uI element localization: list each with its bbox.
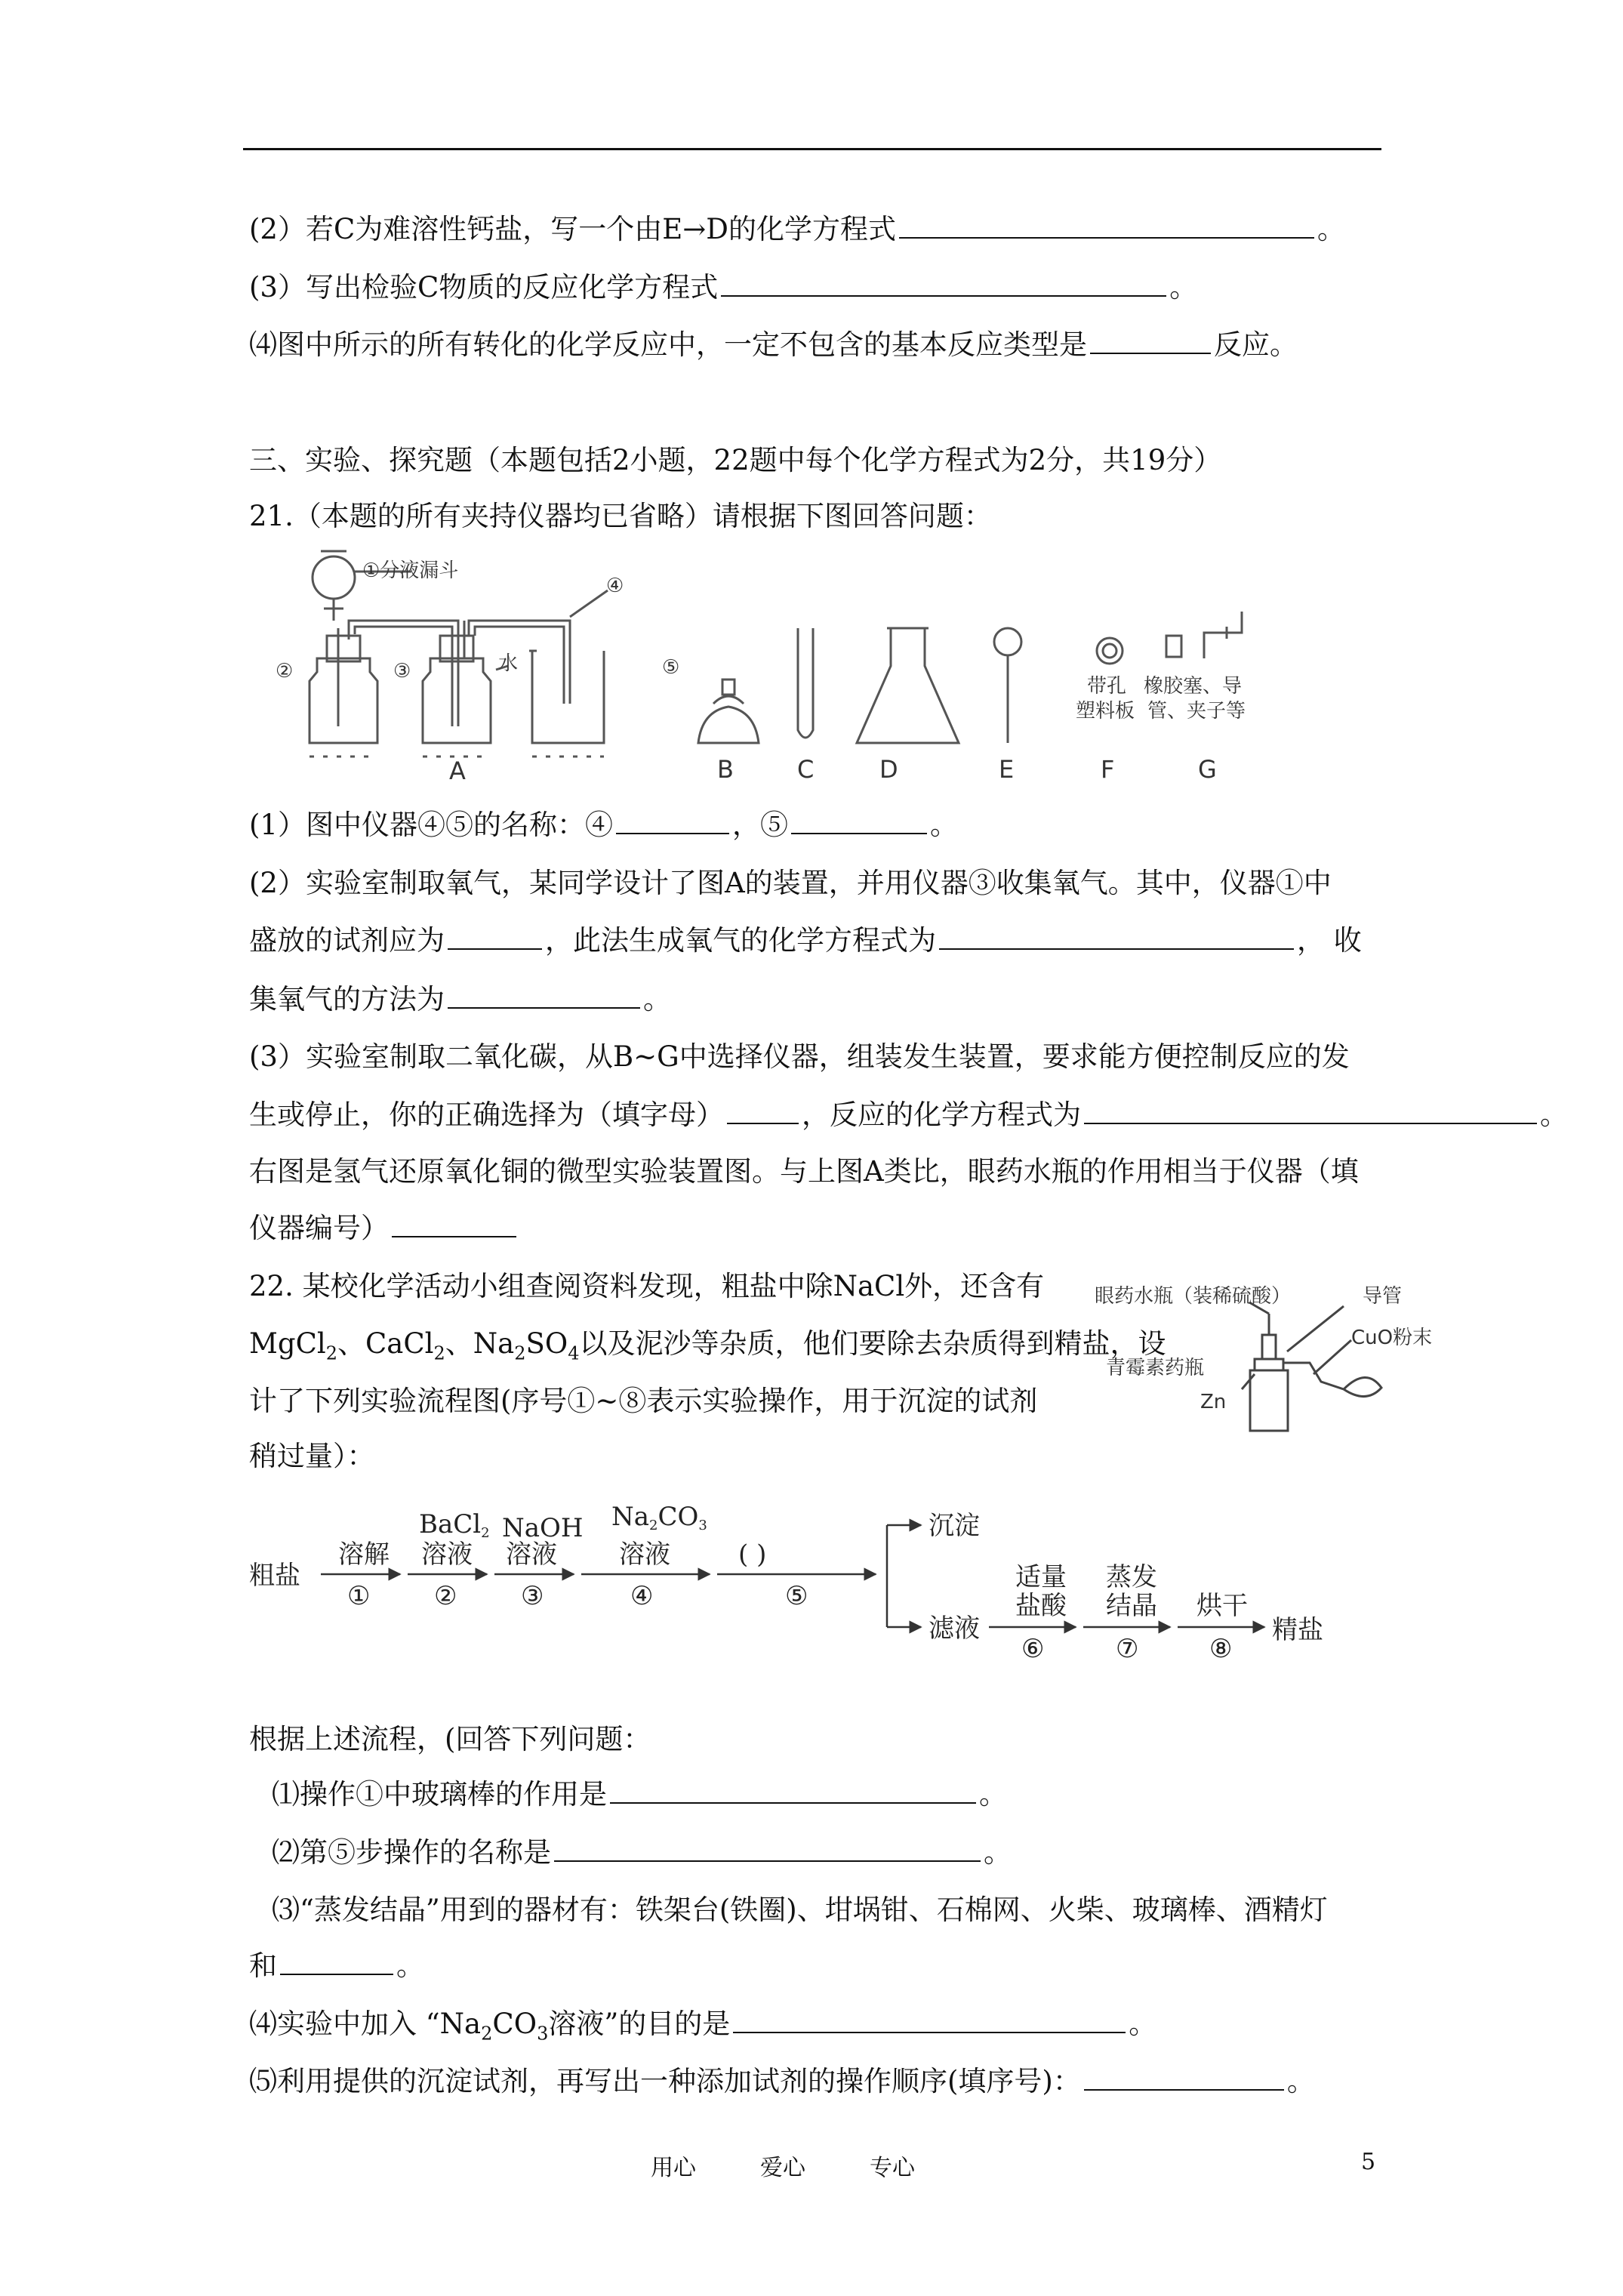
answer-blank[interactable] [727, 1097, 799, 1124]
q21-part3-line3: 右图是氢气还原氧化铜的微型实验装置图。与上图A类比，眼药水瓶的作用相当于仪器（填 [249, 1155, 1359, 1188]
answer-blank[interactable] [610, 1777, 976, 1804]
water-label: 水 [498, 652, 519, 675]
punct: 。 [1317, 213, 1345, 245]
text: 溶液”的目的是 [548, 2008, 731, 2040]
flow-end: 精盐 [1272, 1615, 1323, 1645]
q22-line1: 22. 某校化学活动小组查阅资料发现，粗盐中除NaCl外，还含有 [249, 1270, 1045, 1302]
label-C: C [797, 755, 815, 784]
flow-s4-top2: 溶液 [619, 1539, 670, 1570]
label-A: A [449, 757, 466, 785]
subscript: 2 [514, 1342, 526, 1364]
process-flowchart [249, 1495, 1359, 1684]
label-5: ⑤ [662, 656, 680, 679]
subscript: 2 [325, 1342, 337, 1364]
F-caption-2: 塑料板 [1076, 700, 1135, 723]
G-caption-1: 橡胶塞、导 [1144, 675, 1243, 698]
text: ⑷实验中加入 “Na [249, 2008, 482, 2040]
punct: 。 [643, 983, 671, 1015]
punct: 。 [396, 1949, 424, 1982]
q22-line4: 稍过量）： [249, 1440, 375, 1472]
flow-start: 粗盐 [249, 1561, 300, 1591]
flow-s5-num: ⑤ [785, 1581, 808, 1611]
q20-part3 [249, 270, 1197, 306]
punct: 反应。 [1214, 328, 1298, 361]
formula: 、CaCl [337, 1327, 434, 1360]
text: 和 [249, 1949, 277, 1982]
answer-blank[interactable] [448, 923, 542, 950]
text: 盛放的试剂应为 [249, 924, 445, 957]
q21-part1-text: (1）图中仪器④⑤的名称：④ [249, 809, 613, 841]
q21-part2-line3 [249, 982, 671, 1018]
answer-blank[interactable] [616, 807, 729, 834]
label-cuo: CuO粉末 [1351, 1327, 1433, 1349]
q22-line3: 计了下列实验流程图(序号①~⑧表示实验操作，用于沉淀的试剂 [249, 1385, 1038, 1417]
q21-part1 [249, 807, 958, 843]
text: 以及泥沙等杂质，他们要除去杂质得到精盐，设 [579, 1327, 1166, 1360]
F-caption-1: 带孔 [1087, 675, 1127, 698]
punct: 。 [1129, 2008, 1157, 2040]
conical-flask-shape [857, 628, 959, 743]
page-number: 5 [1361, 2149, 1376, 2175]
text: 生或停止，你的正确选择为（填字母） [249, 1099, 724, 1131]
label-zn: Zn [1200, 1391, 1227, 1413]
flow-s8-num: ⑧ [1209, 1634, 1233, 1664]
vial-body [1250, 1370, 1288, 1431]
separatory-funnel-bulb [313, 556, 355, 599]
flow-s2-top2: 溶液 [421, 1539, 473, 1570]
subscript: 4 [568, 1342, 580, 1364]
label-F: F [1101, 755, 1115, 784]
flow-filtrate: 滤液 [929, 1613, 980, 1644]
label-B: B [717, 755, 734, 784]
q21-part3-line4 [249, 1210, 519, 1247]
funnel-bulb [994, 628, 1021, 655]
flow-s4-top1: Na2CO3 [611, 1502, 707, 1533]
q21-part1-text-b: ，⑤ [731, 809, 788, 841]
flow-s6-top2: 盐酸 [1015, 1591, 1067, 1621]
test-tube-shape [798, 628, 813, 738]
text: 集氧气的方法为 [249, 983, 445, 1015]
section3-title: 三、实验、探究题（本题包括2小题，22题中每个化学方程式为2分，共19分） [249, 444, 1222, 476]
label-E: E [999, 755, 1015, 784]
label-tube: 导管 [1363, 1285, 1403, 1308]
q21-part3-line2 [249, 1097, 1568, 1133]
formula: SO [525, 1327, 568, 1360]
punct: 。 [1286, 2065, 1315, 2097]
flow-s3-num: ③ [521, 1581, 544, 1611]
answer-blank[interactable] [1084, 1097, 1537, 1124]
flow-s7-top1: 蒸发 [1106, 1562, 1157, 1592]
flow-s4-num: ④ [630, 1581, 654, 1611]
q22-a3-line2 [249, 1948, 424, 1984]
subscript: 2 [433, 1342, 445, 1364]
q22-line2 [249, 1326, 1166, 1371]
q21-part2-line1: (2）实验室制取氧气，某同学设计了图A的装置，并用仪器③收集氧气。其中，仪器①中 [249, 867, 1332, 899]
flow-s6-num: ⑥ [1021, 1634, 1045, 1664]
punct: 。 [1169, 271, 1198, 304]
q21-part2-line2 [249, 923, 1362, 959]
q20-part3-text: (3）写出检验C物质的反应化学方程式 [249, 271, 719, 304]
flow-s7-top2: 结晶 [1106, 1591, 1157, 1621]
q20-part2 [249, 211, 1345, 248]
answer-blank[interactable] [448, 982, 640, 1009]
subscript: 3 [537, 2023, 549, 2045]
header-rule [243, 148, 1381, 150]
text: CO [492, 2008, 537, 2040]
label-G: G [1198, 755, 1217, 784]
apparatus-figure [260, 545, 1317, 794]
label-2: ② [276, 660, 294, 683]
text: ，此法生成氧气的化学方程式为 [545, 924, 936, 957]
label-eye-drop-bottle: 眼药水瓶（装稀硫酸） [1095, 1285, 1292, 1308]
formula: MgCl [249, 1327, 326, 1360]
answer-blank[interactable] [392, 1210, 516, 1237]
footer-word-2: 爱心 [760, 2155, 805, 2181]
q22-a2 [272, 1835, 1012, 1871]
punct: 。 [1540, 1099, 1568, 1131]
G-caption-2: 管、夹子等 [1147, 700, 1246, 723]
footer-word-3: 专心 [870, 2155, 915, 2181]
q21-part3-line1: (3）实验室制取二氧化碳，从B~G中选择仪器，组装发生装置，要求能方便控制反应的发 [249, 1040, 1350, 1073]
alcohol-lamp-body [698, 707, 759, 743]
flow-s5-top: ( ) [738, 1539, 767, 1570]
flow-s3-top1: NaOH [502, 1513, 584, 1543]
q21-intro: 21.（本题的所有夹持仪器均已省略）请根据下图回答问题： [249, 500, 992, 532]
flow-s2-num: ② [434, 1581, 457, 1611]
text: ，反应的化学方程式为 [802, 1099, 1081, 1131]
flow-s6-top1: 适量 [1015, 1562, 1067, 1592]
flow-s1-num: ① [347, 1581, 371, 1611]
q22-a4 [249, 2006, 1156, 2051]
answer-blank[interactable] [721, 270, 1166, 297]
flow-s1-top: 溶解 [338, 1539, 390, 1570]
beaker-shape [532, 651, 604, 743]
punct: 。 [984, 1836, 1012, 1869]
formula: 、Na [445, 1327, 515, 1360]
subscript: 2 [481, 2023, 493, 2045]
flow-s2-top1: BaCl2 [419, 1509, 490, 1541]
flow-s7-num: ⑦ [1116, 1634, 1139, 1664]
q20-part4-text: ⑷图中所示的所有转化的化学反应中，一定不包含的基本反应类型是 [249, 328, 1087, 361]
q22-a3-line1: ⑶“蒸发结晶”用到的器材有：铁架台(铁圈)、坩埚钳、石棉网、火柴、玻璃棒、酒精灯 [272, 1894, 1328, 1926]
label-3: ③ [393, 660, 411, 683]
q20-part2-text: (2）若C为难溶性钙盐，写一个由E→D的化学方程式 [249, 213, 896, 245]
q20-part4 [249, 327, 1298, 363]
answer-blank[interactable] [733, 2006, 1126, 2033]
cuo-tube [1344, 1377, 1381, 1396]
answer-blank[interactable] [791, 807, 927, 834]
flow-s8-top: 烘干 [1196, 1591, 1248, 1621]
label-D: D [879, 755, 898, 784]
micro-apparatus-figure [1095, 1276, 1442, 1442]
perforated-plate [1097, 638, 1123, 664]
text: 仪器编号） [249, 1212, 389, 1244]
text: ， 收 [1297, 924, 1362, 957]
footer-word-1: 用心 [651, 2155, 696, 2181]
q22-a5 [249, 2063, 1315, 2100]
flow-precipitate: 沉淀 [929, 1511, 980, 1541]
punct: 。 [929, 809, 958, 841]
answer-blank[interactable] [280, 1948, 393, 1975]
text: ⑸利用提供的沉淀试剂，再写出一种添加试剂的操作顺序(填序号)： [249, 2065, 1081, 2097]
text: ⑴操作①中玻璃棒的作用是 [272, 1778, 607, 1811]
q22-a1 [272, 1777, 1007, 1813]
answer-blank[interactable] [939, 923, 1294, 950]
answer-blank[interactable] [1090, 327, 1211, 354]
answer-blank[interactable] [1084, 2063, 1284, 2091]
flask-2-shape [310, 658, 377, 743]
funnel-label: ①分液漏斗 [362, 559, 459, 582]
text: ⑵第⑤步操作的名称是 [272, 1836, 551, 1869]
flow-s3-top2: 溶液 [506, 1539, 557, 1570]
punct: 。 [979, 1778, 1007, 1811]
label-vial: 青霉素药瓶 [1106, 1357, 1205, 1379]
q22-prompt: 根据上述流程，(回答下列问题： [249, 1723, 651, 1755]
answer-blank[interactable] [899, 211, 1314, 239]
answer-blank[interactable] [554, 1835, 981, 1862]
label-4: ④ [606, 575, 624, 597]
